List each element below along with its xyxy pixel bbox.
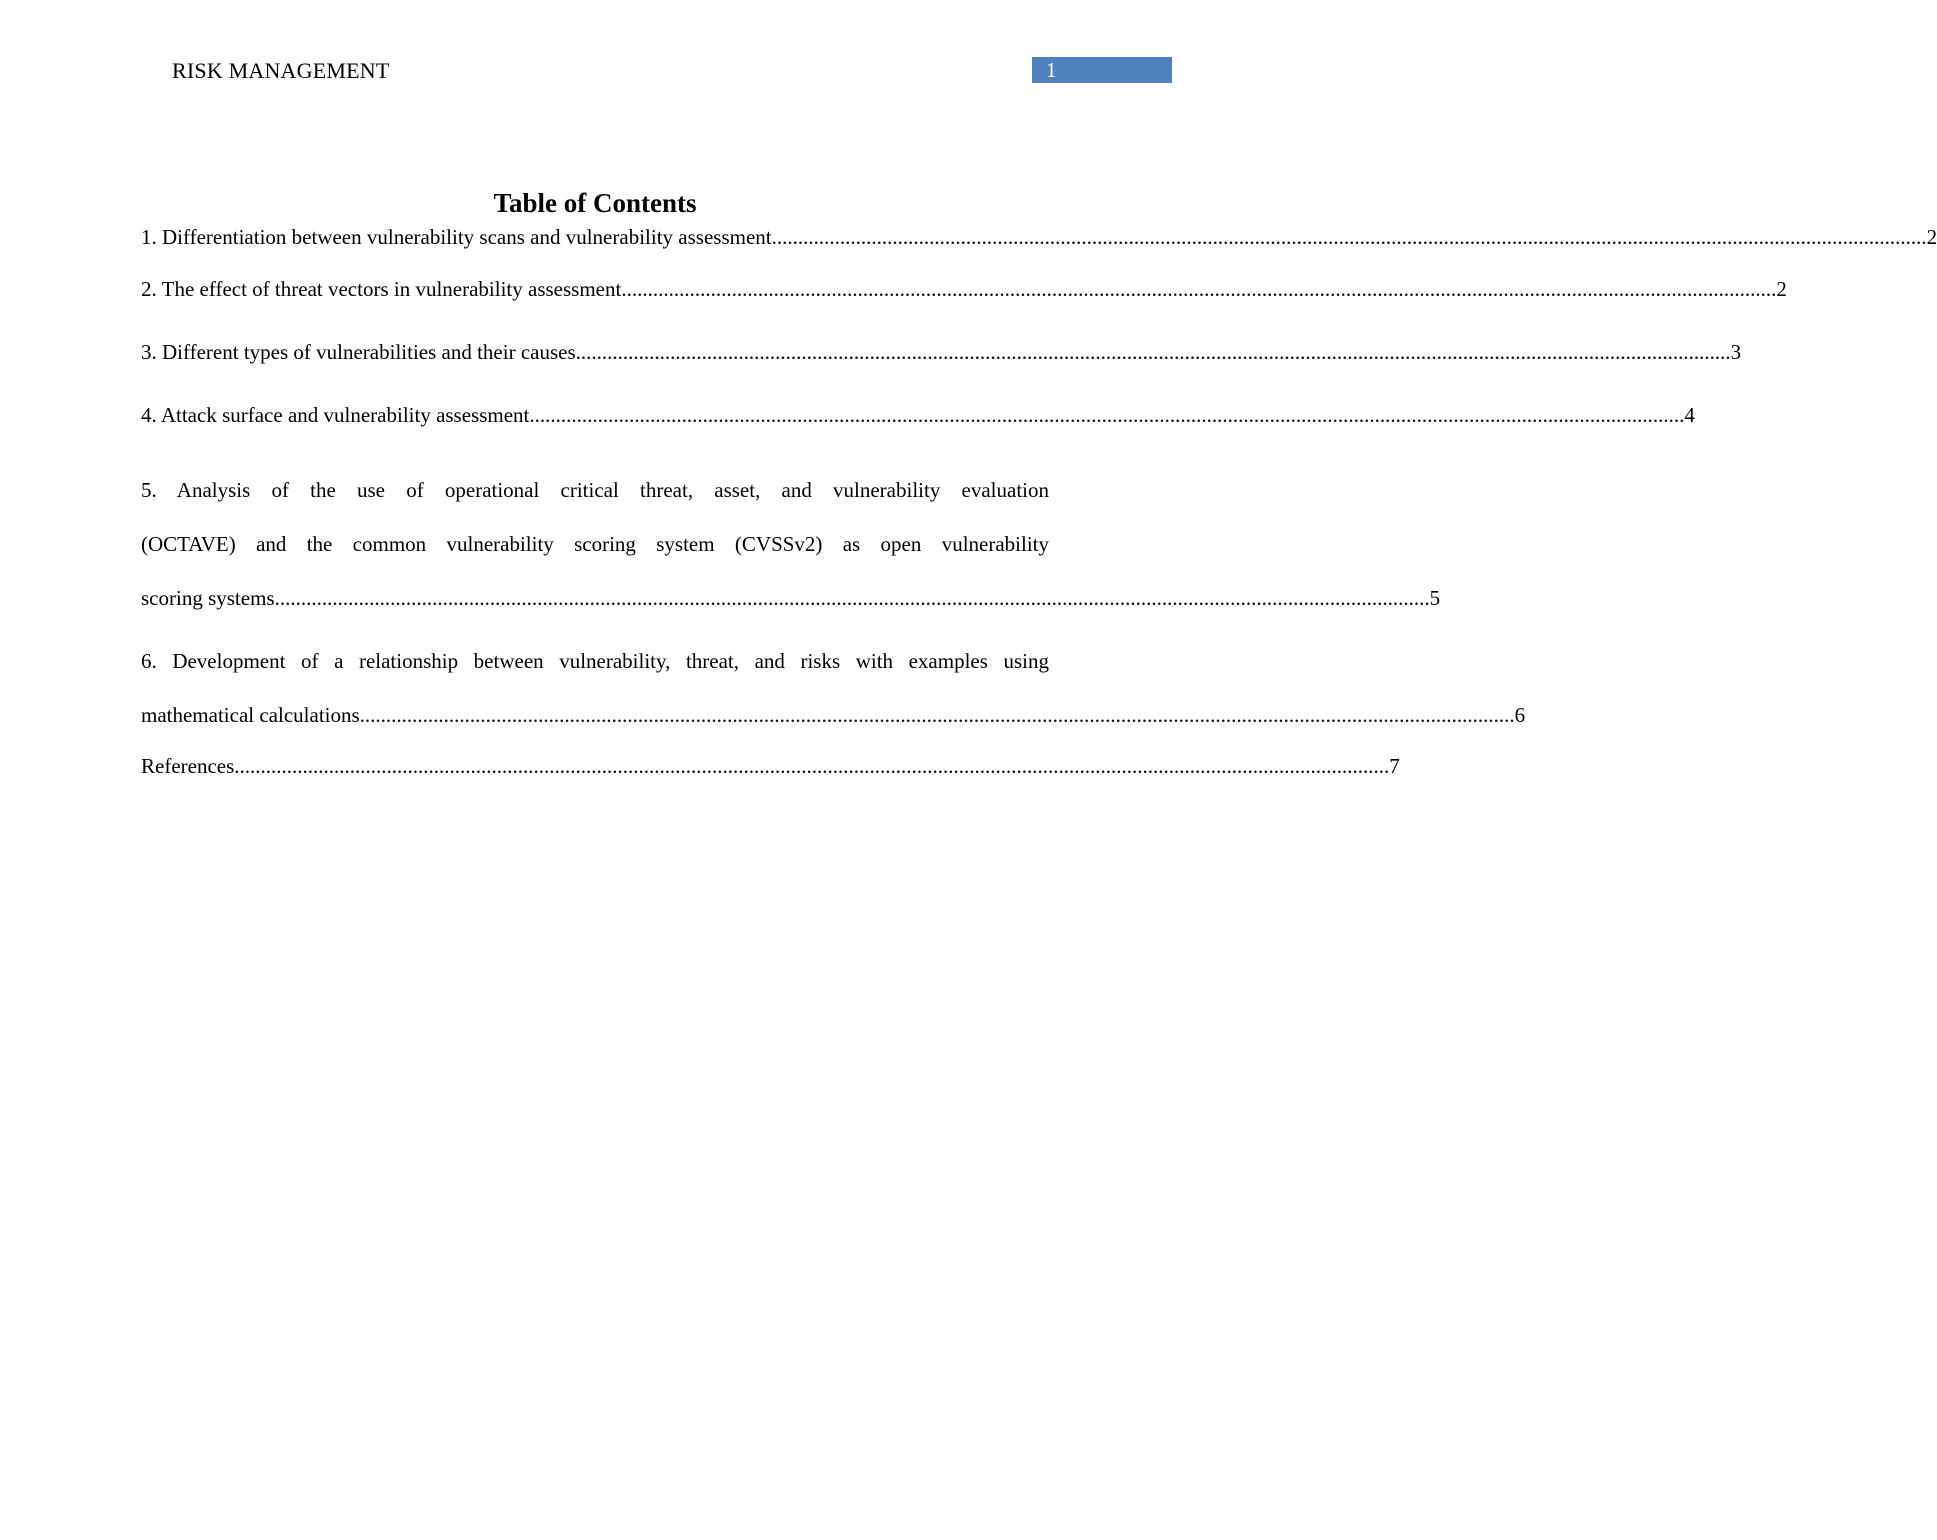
toc-entry-text-line: 5. Analysis of the use of operational critical threat, asset, and vulnerability evaluation bbox=[141, 478, 1049, 502]
running-head: RISK MANAGEMENT bbox=[172, 58, 390, 83]
toc-entry-text: 1. Differentiation between vulnerability scans and vulnerability assessment bbox=[141, 225, 772, 249]
toc-entry-text: 4. Attack surface and vulnerability assessment bbox=[141, 403, 530, 427]
toc-entry-text: scoring systems bbox=[141, 586, 275, 610]
toc-page-number: 2 bbox=[1926, 225, 1937, 249]
toc-leader: ............................................................................................................................................................................................................................ bbox=[575, 340, 1731, 364]
toc-entry-text: mathematical calculations bbox=[141, 703, 360, 727]
toc-entry-text-line: (OCTAVE) and the common vulnerability scoring system (CVSSv2) as open vulnerability bbox=[141, 532, 1049, 556]
toc-entry-1[interactable] bbox=[141, 222, 1937, 252]
toc-entry-5[interactable] bbox=[141, 463, 1441, 625]
table-of-contents bbox=[141, 222, 1937, 814]
toc-title: Table of Contents bbox=[493, 188, 697, 218]
toc-leader: ............................................................................................................................................................................................................................ bbox=[359, 703, 1515, 727]
toc-leader: ............................................................................................................................................................................................................................ bbox=[621, 277, 1777, 301]
toc-entry-4[interactable] bbox=[141, 400, 1695, 430]
toc-entry-text: References bbox=[141, 754, 235, 778]
toc-leader: ............................................................................................................................................................................................................................ bbox=[771, 225, 1927, 249]
toc-entry-6[interactable] bbox=[141, 634, 1526, 742]
toc-page-number: 4 bbox=[1684, 403, 1695, 427]
page-number: 1 bbox=[1046, 58, 1057, 82]
toc-entry-text: 2. The effect of threat vectors in vulnerability assessment bbox=[141, 277, 622, 301]
toc-leader: ............................................................................................................................................................................................................................ bbox=[529, 403, 1685, 427]
page-number-box bbox=[1032, 57, 1172, 83]
toc-entry-3[interactable] bbox=[141, 337, 1742, 367]
toc-page-number: 7 bbox=[1389, 754, 1400, 778]
toc-entry-2[interactable] bbox=[141, 274, 1787, 304]
toc-entry-references[interactable] bbox=[141, 751, 1400, 781]
toc-leader: ............................................................................................................................................................................................................................ bbox=[274, 586, 1430, 610]
toc-entry-text-line: 6. Development of a relationship between vulnerability, threat, and risks with examples using bbox=[141, 649, 1049, 673]
toc-page-number: 2 bbox=[1776, 277, 1787, 301]
toc-page-number: 3 bbox=[1730, 340, 1742, 364]
toc-entry-text: 3. Different types of vulnerabilities and their causes bbox=[141, 340, 576, 364]
toc-leader: ............................................................................................................................................................................................................................ bbox=[234, 754, 1390, 778]
toc-page-number: 6 bbox=[1514, 703, 1526, 727]
toc-page-number: 5 bbox=[1429, 586, 1441, 610]
